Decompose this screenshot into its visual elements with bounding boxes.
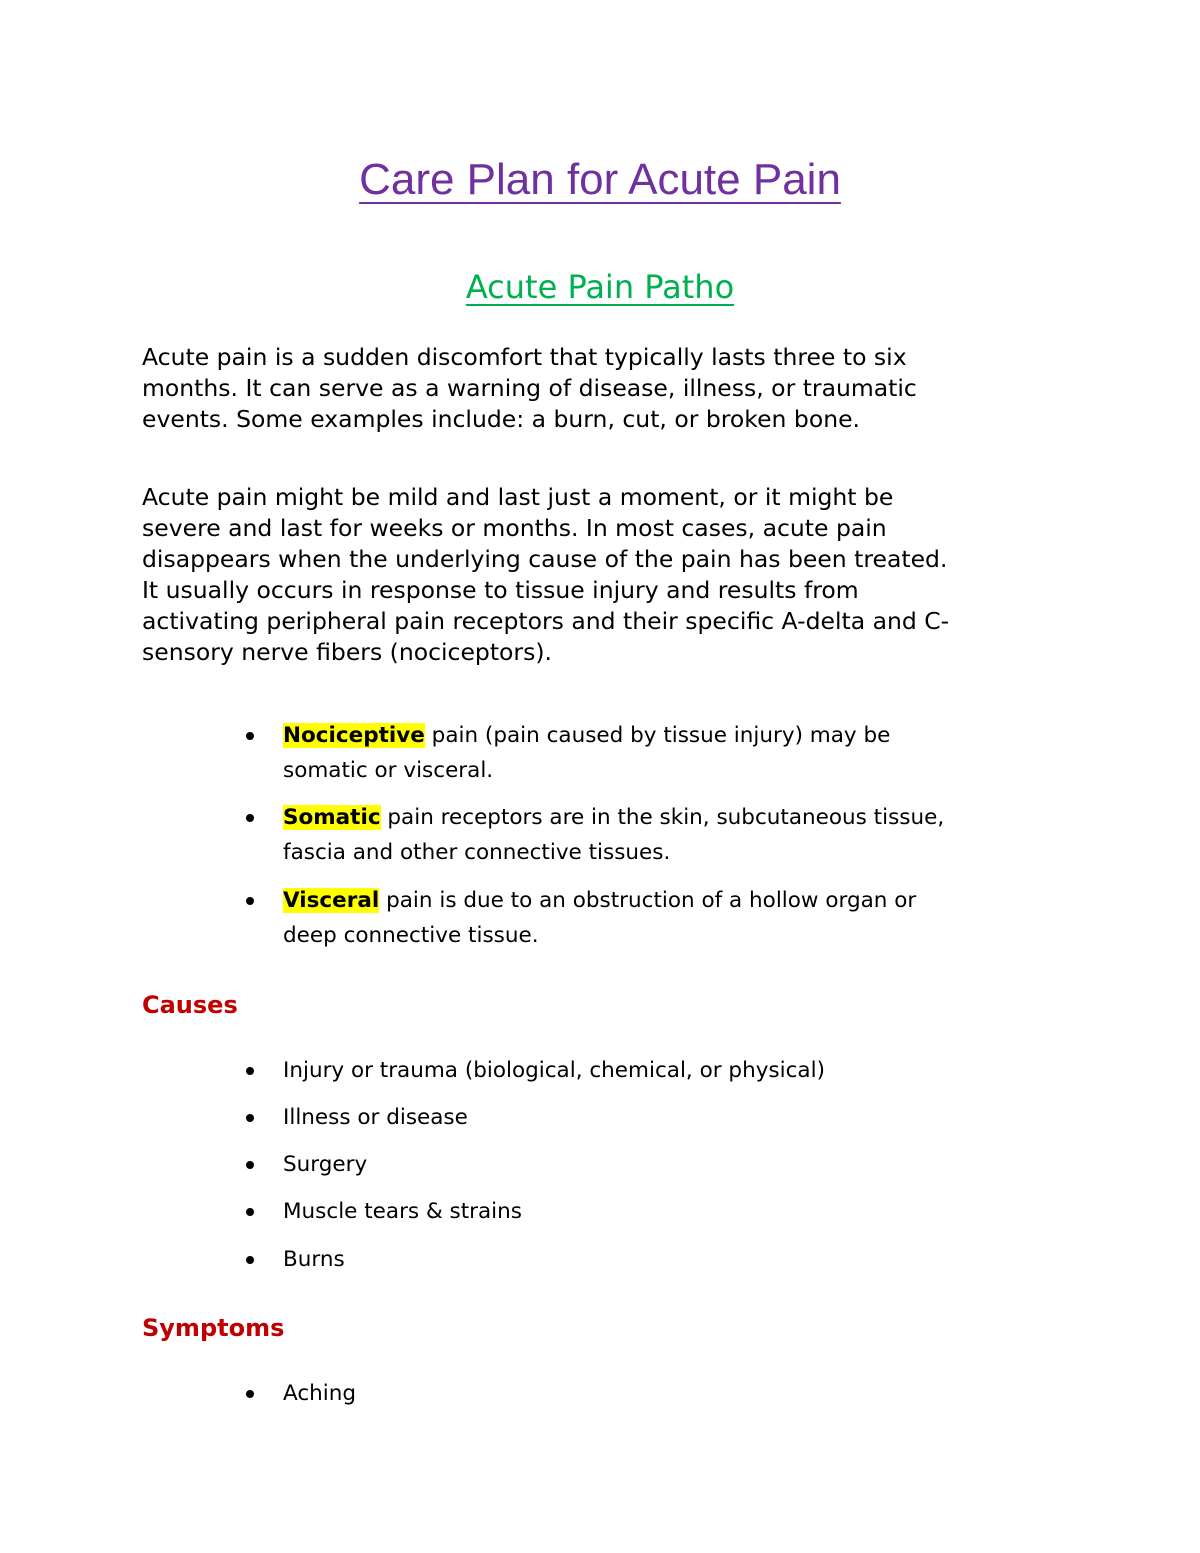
list-item-text xyxy=(283,800,1043,870)
causes-heading: Causes xyxy=(142,991,238,1019)
list-item-text: Aching xyxy=(283,1381,357,1406)
list-item-line: deep connective tissue. xyxy=(283,923,539,948)
bullet-icon xyxy=(246,1161,254,1169)
paragraph-line: It usually occurs in response to tissue injury and results from xyxy=(142,576,859,604)
paragraph-definition xyxy=(142,342,1062,435)
bullet-icon xyxy=(246,1390,254,1398)
paragraph-description xyxy=(142,482,1062,668)
paragraph-line: activating peripheral pain receptors and their specific A-delta and C- xyxy=(142,607,950,635)
paragraph-line: severe and last for weeks or months. In most cases, acute pain xyxy=(142,514,887,542)
bullet-icon xyxy=(246,1256,254,1264)
highlighted-term: Somatic xyxy=(283,805,381,830)
list-item-text: Illness or disease xyxy=(283,1105,468,1130)
paragraph-line: disappears when the underlying cause of the pain has been treated. xyxy=(142,545,948,573)
section-title-patho: Acute Pain Patho xyxy=(465,268,735,306)
highlighted-term: Nociceptive xyxy=(283,723,425,748)
paragraph-line: sensory nerve fibers (nociceptors). xyxy=(142,638,552,666)
bullet-icon xyxy=(246,732,254,740)
page-title: Care Plan for Acute Pain xyxy=(359,155,841,204)
bullet-icon xyxy=(246,1208,254,1216)
symptoms-heading: Symptoms xyxy=(142,1314,285,1342)
list-item-line: fascia and other connective tissues. xyxy=(283,840,671,865)
list-item-text: Burns xyxy=(283,1247,345,1272)
list-item-text xyxy=(283,883,1043,953)
paragraph-line: Acute pain is a sudden discomfort that typically lasts three to six xyxy=(142,343,907,371)
list-item-text: Muscle tears & strains xyxy=(283,1199,522,1224)
paragraph-line: months. It can serve as a warning of disease, illness, or traumatic xyxy=(142,374,917,402)
bullet-icon xyxy=(246,1067,254,1075)
list-item-line: pain (pain caused by tissue injury) may be xyxy=(424,723,891,748)
bullet-icon xyxy=(246,1114,254,1122)
paragraph-line: Acute pain might be mild and last just a moment, or it might be xyxy=(142,483,894,511)
list-item-line: pain receptors are in the skin, subcutaneous tissue, xyxy=(380,805,945,830)
list-item-text xyxy=(283,718,1043,788)
bullet-icon xyxy=(246,897,254,905)
list-item-line: pain is due to an obstruction of a hollow organ or xyxy=(379,888,917,913)
highlighted-term: Visceral xyxy=(283,888,380,913)
bullet-icon xyxy=(246,814,254,822)
list-item-text: Surgery xyxy=(283,1152,368,1177)
paragraph-line: events. Some examples include: a burn, cut, or broken bone. xyxy=(142,405,861,433)
list-item-line: somatic or visceral. xyxy=(283,758,494,783)
list-item-text: Injury or trauma (biological, chemical, or physical) xyxy=(283,1058,825,1083)
